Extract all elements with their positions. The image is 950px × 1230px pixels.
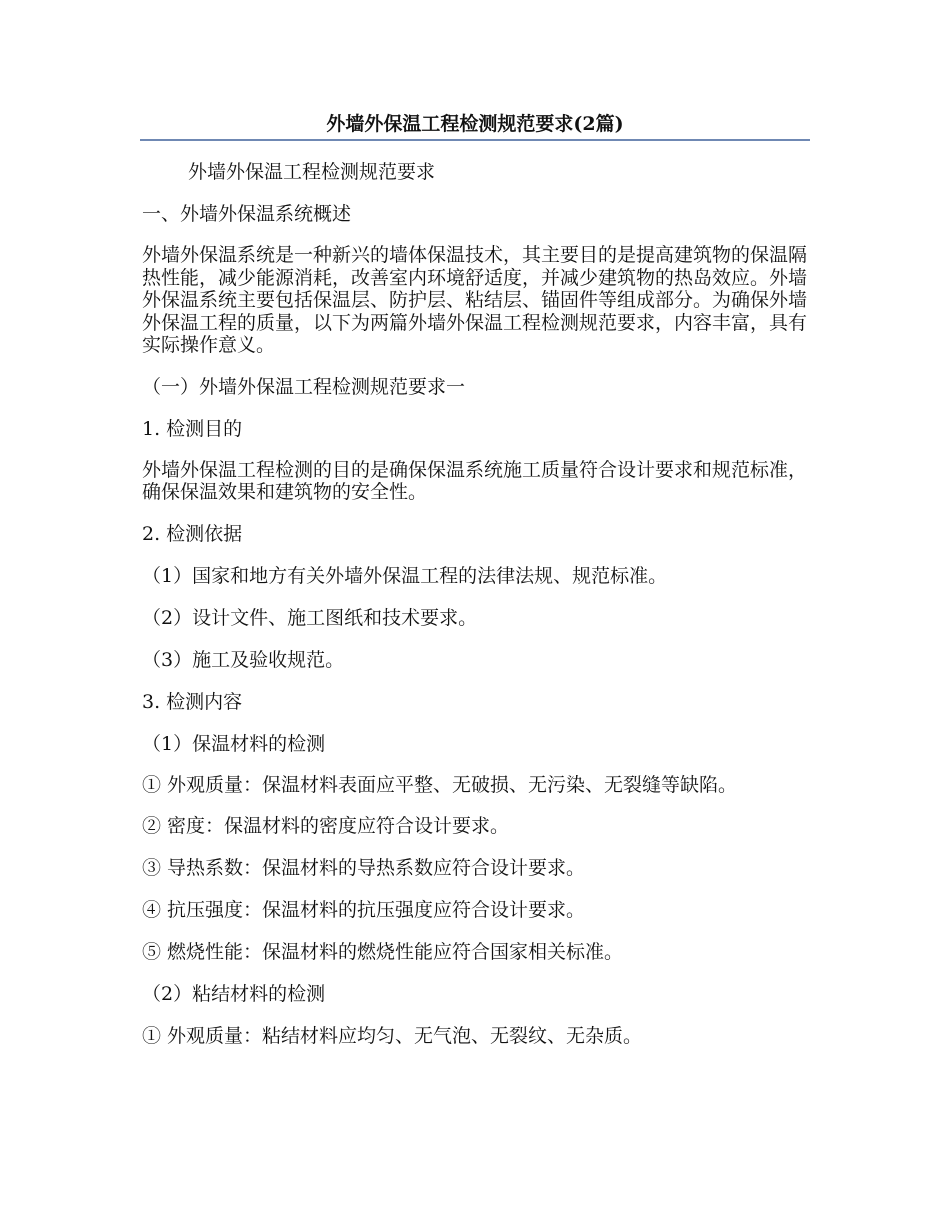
document-body [142, 160, 810, 1066]
numbered-heading: 3. 检测内容 [142, 690, 243, 713]
list-item: ① 外观质量：粘结材料应均匀、无气泡、无裂纹、无杂质。 [142, 1025, 643, 1047]
subtitle: 外墙外保温工程检测规范要求 [188, 161, 436, 183]
title-underline [140, 139, 810, 141]
document-title: 外墙外保温工程检测规范要求(2篇) [326, 113, 624, 135]
paragraph: 外墙外保温工程检测的目的是确保保温系统施工质量符合设计要求和规范标准，确保保温效果和建筑物的安全性。 [142, 458, 808, 503]
list-item: ④ 抗压强度：保温材料的抗压强度应符合设计要求。 [142, 899, 586, 921]
list-item: （1）保温材料的检测 [142, 732, 326, 755]
list-item: ③ 导热系数：保温材料的导热系数应符合设计要求。 [142, 857, 586, 879]
list-item: ⑤ 燃烧性能：保温材料的燃烧性能应符合国家相关标准。 [142, 941, 624, 963]
section-heading: （一）外墙外保温工程检测规范要求一 [142, 375, 466, 398]
paragraph: 外墙外保温系统是一种新兴的墙体保温技术，其主要目的是提高建筑物的保温隔热性能，减少能源消耗，改善室内环境舒适度，并减少建筑物的热岛效应。外墙外保温系统主要包括保温层、防护层、粘结层、锚固件等组成部分。为确保外墙外保温工程的质量，以下为两篇外墙外保温工程检测规范要求，内容丰富，具有实际操作意义。 [142, 244, 808, 356]
numbered-heading: 2. 检测依据 [142, 522, 243, 545]
list-item: （1）国家和地方有关外墙外保温工程的法律法规、规范标准。 [142, 564, 668, 587]
section-heading: 一、外墙外保温系统概述 [142, 203, 352, 225]
list-item: （2）粘结材料的检测 [142, 983, 326, 1005]
list-item: ① 外观质量：保温材料表面应平整、无破损、无污染、无裂缝等缺陷。 [142, 773, 738, 796]
list-item: （3）施工及验收规范。 [142, 648, 345, 671]
list-item: （2）设计文件、施工图纸和技术要求。 [142, 606, 478, 629]
list-item: ② 密度：保温材料的密度应符合设计要求。 [142, 815, 510, 837]
numbered-heading: 1. 检测目的 [142, 417, 243, 440]
